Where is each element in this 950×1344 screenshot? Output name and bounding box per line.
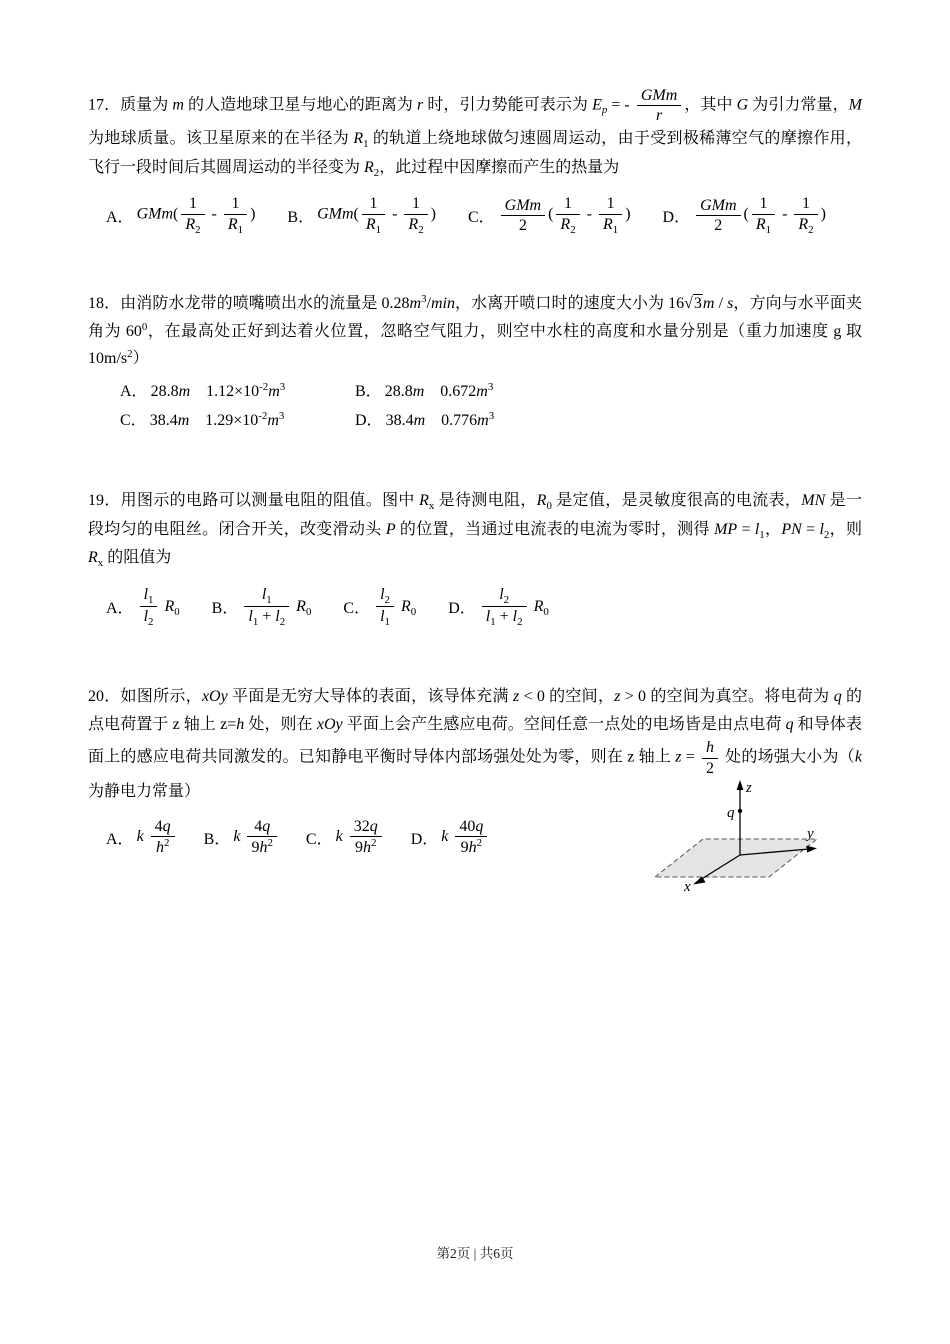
question-17-options bbox=[106, 194, 862, 236]
q18-option-b bbox=[355, 379, 862, 405]
q20-coordinate-diagram bbox=[643, 775, 828, 903]
option-formula: GMm( $\frac{1}{R_1}$ - $\frac{1}{R_2}$ ) bbox=[317, 195, 436, 236]
question-20-text: 20．如图所示，xOy 平面是无穷大导体的表面，该导体充满 z < 0 的空间，z > 0 的空间为真空。将电荷为 q 的点电荷置于 z 轴上 z=h 处，则在 xOy 平面上会产生感应电荷。空间任意一点处的电场皆是由点电荷 q 和导体表面上的感应电荷共同激发的。已知静电平衡时导体内部场强处处为零，则在 z 轴上 z = $\frac{h}{2}$ 处的场强大小为（k 为静电力常量） bbox=[88, 688, 862, 800]
option-label: B． bbox=[211, 600, 239, 618]
question-18 bbox=[88, 290, 862, 433]
option-label: C． bbox=[343, 600, 371, 618]
page-number-text: 第2页 | 共6页 bbox=[436, 1246, 514, 1261]
x-axis-label: x bbox=[684, 879, 691, 896]
option-text: 28.8m $1.12\times 10^{-2}m^3$ bbox=[150, 380, 286, 400]
option-formula: $\frac{\text{GMm}}{2}$ ( $\frac{1}{R_2}$ - $\frac{1}{R_1}$ ) bbox=[498, 194, 631, 236]
option-formula: $\frac{l_2}{l_1 + l_2}$ $R_0$ bbox=[479, 585, 549, 630]
q18-option-d bbox=[355, 408, 862, 434]
q19-option-a bbox=[106, 585, 180, 630]
point-charge-dot bbox=[738, 809, 742, 813]
q17-option-b bbox=[287, 194, 436, 236]
q19-option-d bbox=[448, 585, 549, 630]
q17-option-a bbox=[106, 194, 255, 236]
option-formula: k $\frac{4q}{h^2}$ bbox=[137, 817, 178, 857]
option-formula: $\frac{l_1}{l_2}$ $R_0$ bbox=[137, 585, 180, 630]
option-label: D． bbox=[448, 600, 476, 618]
q17-option-c bbox=[468, 194, 631, 236]
question-19-text: 19．用图示的电路可以测量电阻的阻值。图中 $R_x$ 是待测电阻，$R_0$ 是定值，是灵敏度很高的电流表，MN 是一段均匀的电阻丝。闭合开关，改变滑动头 P 的位置，当通过电流表的电流为零时，测得 MP = $l_1$，PN = $l_2$，则 $R_x$ 的阻值为 bbox=[88, 492, 862, 569]
page-footer bbox=[0, 1242, 950, 1262]
option-formula: k $\frac{32q}{9h^2}$ bbox=[336, 817, 385, 857]
question-17 bbox=[88, 86, 862, 236]
option-label: C． bbox=[305, 830, 333, 848]
option-label: B． bbox=[355, 382, 382, 400]
option-label: A． bbox=[106, 600, 134, 618]
option-formula: $\frac{l_2}{l_1}$ $R_0$ bbox=[373, 585, 416, 630]
option-text: 38.4m $1.29\times 10^{-2}m^3$ bbox=[149, 409, 285, 429]
option-formula: $\frac{\text{GMm}}{2}$ ( $\frac{1}{R_1}$ - $\frac{1}{R_2}$ ) bbox=[693, 194, 826, 236]
q17-option-d bbox=[663, 194, 826, 236]
question-20 bbox=[88, 683, 862, 918]
option-label: B． bbox=[203, 830, 231, 848]
z-axis-arrowhead-icon bbox=[737, 780, 744, 790]
q18-option-a bbox=[120, 379, 355, 405]
option-label: D． bbox=[662, 208, 691, 226]
option-label: A． bbox=[120, 382, 148, 400]
y-axis-arrowhead-icon bbox=[806, 846, 817, 853]
z-axis-label: z bbox=[746, 780, 752, 797]
option-label: C． bbox=[120, 411, 147, 429]
q19-option-c bbox=[343, 585, 416, 630]
question-18-text: 18．由消防水龙带的喷嘴喷出水的流量是 $0.28m^3/\min$，水离开喷口时的速度大小为 16√3m / s，方向与水平面夹角为 $60^0$，在最高处正好到达着火位置，忽略空气阻力，则空中水柱的高度和水量分别是（重力加速度 g 取 $10m/s^2$） bbox=[88, 293, 862, 368]
question-18-options bbox=[120, 379, 862, 433]
question-19-options bbox=[106, 585, 862, 630]
option-label: A． bbox=[106, 208, 134, 226]
option-formula: GMm( $\frac{1}{R_2}$ - $\frac{1}{R_1}$ ) bbox=[136, 195, 256, 236]
charge-label: q bbox=[727, 805, 735, 822]
option-label: D． bbox=[355, 411, 383, 429]
y-axis-label: y bbox=[807, 826, 814, 843]
option-label: D． bbox=[410, 830, 439, 848]
option-formula: k $\frac{40q}{9h^2}$ bbox=[441, 817, 490, 857]
q20-option-c bbox=[306, 817, 385, 857]
option-formula: k $\frac{4q}{9h^2}$ bbox=[233, 817, 280, 857]
option-label: C． bbox=[467, 208, 495, 226]
option-label: B． bbox=[287, 208, 315, 226]
option-formula: $\frac{l_1}{l_1 + l_2}$ $R_0$ bbox=[241, 585, 311, 630]
question-19 bbox=[88, 487, 862, 629]
q19-option-b bbox=[212, 585, 312, 630]
option-text: 28.8m $0.672m^3$ bbox=[384, 380, 494, 400]
option-text: 38.4m $0.776m^3$ bbox=[385, 409, 495, 429]
q20-option-d bbox=[411, 817, 491, 857]
q20-option-b bbox=[204, 817, 280, 857]
q20-option-a bbox=[106, 817, 178, 857]
question-17-text: 17．质量为 m 的人造地球卫星与地心的距离为 r 时，引力势能可表示为 $E_p$ = - $\frac{\text{GMm}}{r}$ ，其中 G 为引力常量，M 为地球质量。该卫星原来的在半径为 $R_1$ 的轨道上绕地球做匀速圆周运动，由于受到极稀薄空气的摩擦作用，飞行一段时间后其圆周运动的半径变为 $R_2$，此过程中因摩擦而产生的热量为 bbox=[88, 87, 862, 179]
option-label: A． bbox=[106, 830, 134, 848]
q18-option-c bbox=[120, 408, 355, 434]
